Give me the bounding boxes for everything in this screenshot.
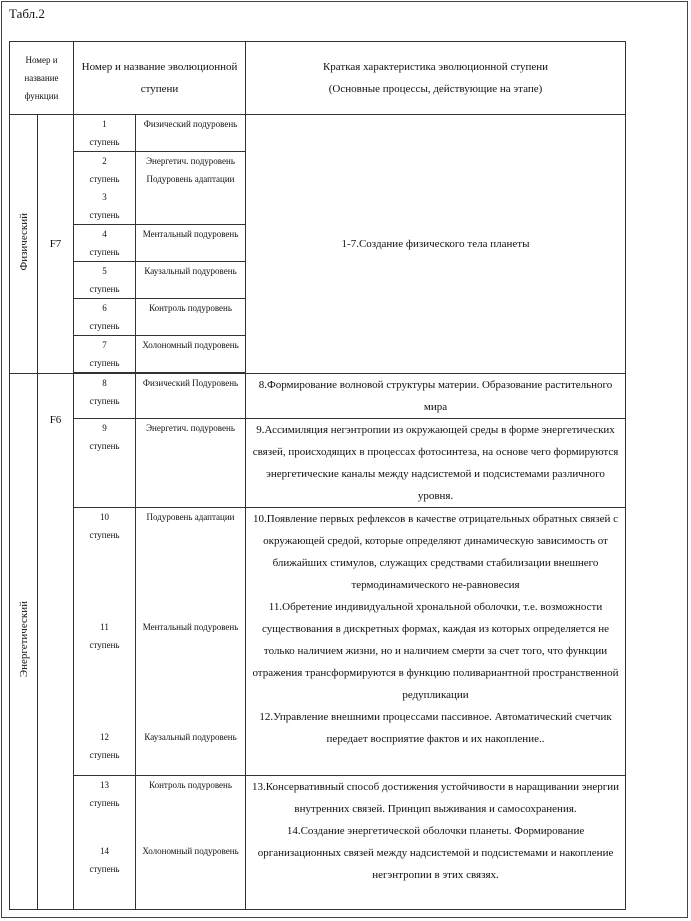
function-name: Физический — [17, 212, 30, 271]
stage-number — [74, 419, 136, 508]
function-code: F7 — [38, 115, 74, 374]
description-13: 13.Консервативный способ достижения устойчивости в наращивании энергии внутренних связей. Принцип выживания и самосохранения. — [251, 781, 620, 815]
stage-number — [74, 336, 136, 373]
description-10-12 — [246, 508, 626, 776]
stage-word: ступень — [89, 321, 120, 331]
stage-word: ступень — [89, 137, 120, 147]
description-8: 8.Формирование волновой структуры материи. Образование растительного мира — [246, 374, 626, 419]
stage-level-text: Контроль подуровень — [149, 780, 232, 790]
stage-word: ступень — [89, 396, 120, 406]
function-code: F6 — [38, 374, 74, 910]
description-14: 14.Создание энергетической оболочки планеты. Формирование организационных связей между надсистемой и подсистемами и накопление негэнтропии в этих связях. — [257, 825, 614, 881]
stage-word: ступень — [89, 358, 120, 368]
stage-level-text: Подуровень адаптации — [146, 512, 235, 522]
table-row — [10, 776, 626, 910]
stage-number — [74, 225, 136, 262]
stage-level-text: Подуровень адаптации — [146, 174, 235, 184]
function-name-cell — [10, 374, 38, 910]
stage-word: ступень — [89, 284, 120, 294]
stage-num: 6 — [102, 303, 107, 313]
function-name: Энергетический — [17, 600, 30, 678]
stage-level — [136, 776, 246, 910]
stage-number — [74, 299, 136, 336]
stage-level: Каузальный подуровень — [136, 262, 246, 299]
table-caption: Табл.2 — [9, 6, 45, 21]
stage-number — [74, 776, 136, 910]
stage-level: Энергетич. подуровень — [136, 419, 246, 508]
stage-number — [74, 262, 136, 299]
table-row — [10, 419, 626, 508]
table-row — [10, 508, 626, 776]
description-12: 12.Управление внешними процессами пассивное. Автоматический счетчик передает восприятие фактов и их накопление.. — [259, 711, 612, 745]
stage-level-text: Энергетич. подуровень — [146, 156, 235, 166]
header-row — [10, 42, 626, 115]
header-description-line1: Краткая характеристика эволюционной ступени — [322, 61, 549, 73]
stage-word: ступень — [89, 750, 120, 760]
stage-num: 2 — [102, 156, 107, 166]
description-10: 10.Появление первых рефлексов в качестве отрицательных обратных связей с окружающей средой, которые определяют динамическую зависимость от ближайших стимулов, служащих средствами стабилизации внешнего термодинамического не-равновесия — [253, 513, 618, 591]
header-stage: Номер и название эволюционной ступени — [74, 42, 246, 115]
stage-num: 7 — [102, 340, 107, 350]
stage-word: ступень — [89, 640, 120, 650]
header-description-line2: (Основные процессы, действующие на этапе) — [328, 83, 543, 95]
stage-number — [74, 115, 136, 152]
stage-word: ступень — [89, 247, 120, 257]
stage-level: Физический Подуровень — [136, 374, 246, 419]
stage-level-text: Холономный подуровень — [142, 846, 239, 856]
stage-number — [74, 508, 136, 776]
stage-num: 14 — [100, 846, 110, 856]
stage-level — [136, 508, 246, 776]
header-function: Номер и название функции — [10, 42, 74, 115]
stage-num: 10 — [100, 512, 110, 522]
stage-level — [136, 152, 246, 225]
stage-word: ступень — [89, 441, 120, 451]
description-11: 11.Обретение индивидуальной хрональной оболочки, т.е. возможности существования в дискретных формах, каждая из которых определяется не только наличием жизни, но и наличием смерти за счет того, что функции отражения трансформируются в функцию поливариантной пространственной редупликации — [252, 601, 619, 701]
stage-word: ступень — [89, 174, 120, 184]
stage-level: Ментальный подуровень — [136, 225, 246, 262]
stage-level-text: Каузальный подуровень — [144, 732, 237, 742]
stage-num: 3 — [102, 192, 107, 202]
table-row — [10, 374, 626, 419]
stage-num: 1 — [102, 119, 107, 129]
stage-num: 11 — [100, 622, 109, 632]
stage-num: 5 — [102, 266, 107, 276]
stage-word: ступень — [89, 864, 120, 874]
stage-num: 4 — [102, 229, 107, 239]
stage-word: ступень — [89, 530, 120, 540]
table-row — [10, 115, 626, 152]
description-9: 9.Ассимиляция негэнтропии из окружающей среды в форме энергетических связей, происходящих в процессах фотосинтеза, на основе чего формируются энергетические каналы между надсистемой и подсистемами различного уровня. — [246, 419, 626, 508]
stage-num: 9 — [102, 423, 107, 433]
stage-level: Контроль подуровень — [136, 299, 246, 336]
stage-number — [74, 374, 136, 419]
stage-level: Холономный подуровень — [136, 336, 246, 373]
evolution-table — [9, 41, 626, 910]
stage-level: Физический подуровень — [136, 115, 246, 152]
stage-word: ступень — [89, 210, 120, 220]
stage-level-text: Ментальный подуровень — [142, 622, 239, 632]
stage-word: ступень — [89, 798, 120, 808]
header-description — [246, 42, 626, 115]
stage-number — [74, 152, 136, 225]
stage-num: 12 — [100, 732, 110, 742]
description-13-14 — [246, 776, 626, 910]
description-f7: 1-7.Создание физического тела планеты — [246, 115, 626, 374]
function-name-cell — [10, 115, 38, 374]
stage-num: 13 — [100, 780, 110, 790]
stage-num: 8 — [102, 378, 107, 388]
